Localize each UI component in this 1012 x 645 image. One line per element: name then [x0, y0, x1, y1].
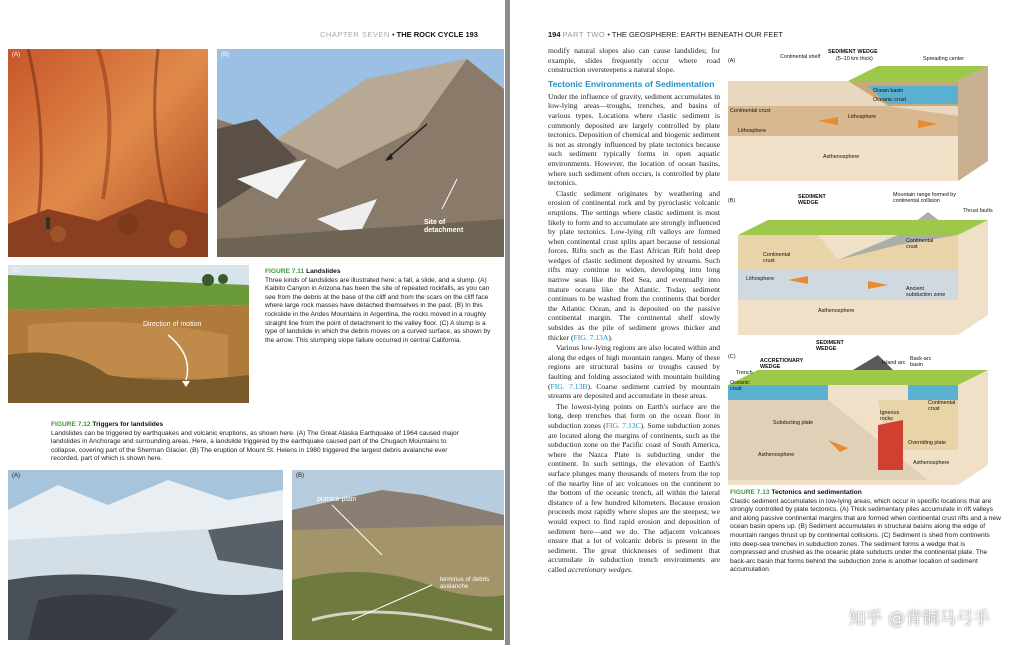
- section-title: Tectonic Environments of Sedimentation: [548, 78, 715, 89]
- left-page: [0, 0, 505, 645]
- paragraph-3: Various low-lying regions are also located within and along the edges of high mountain ranges. Many of these regions are structural basins or troughs caused by faulting and folding associated with mountain building (FIG. 7.13B). Coarse sediment carried by mountain streams are deposited and accumulate in these areas.: [548, 343, 720, 401]
- figure-7-13-caption: FIGURE 7.13 Tectonics and sedimentation Clastic sediment accumulates in low-lying areas, which occur in specific locations that are strongly controlled by plate tectonics. (A) Thick sedimentary piles accumulate in rift valleys and along passive continental margins that are formed when continental crust rifts and a new ocean basin opens up. (B) Sediment accumulates in structural basins along the edge of mountain ranges thrust up by continental collisions. (C) Sediment is shed from continents into deep-sea trenches in subduction zones. The sediment forms a wedge that is compressed and crushed as the oceanic plate subducts under the continental plate. The back-arc basin that forms behind the subduction zone is another location of sediment accumulation.: [730, 489, 1001, 574]
- right-page: [510, 0, 1012, 645]
- fig-713b-link[interactable]: FIG. 7.13B: [550, 381, 588, 391]
- photo-andes-rockslide: (B) Site of detachment: [217, 49, 504, 257]
- terminus-label: terminus of debris avalanche: [440, 576, 490, 590]
- slump-image: [8, 265, 249, 403]
- diagram-c-subduction: (C) SEDIMENT WEDGE ACCRETIONARY WEDGE Trench Island arc Back-arc basin Oceanic crust Continental crust Subducting plate Igneous rocks Overriding plate Asthenosphere Asthenosphere: [728, 340, 1008, 488]
- paragraph-2: Clastic sediment originates by weathering and erosion of continental rock and by pyroclastic volcanic eruptions. The settings where clastic sediment is most likely to form and to accumulate are strongly influenced by plate tectonics. Low-lying rift valleys are formed when continental crust splits apart because of tensional forces. Rifts such as the East African Rift hold deep wedges of clastic sediment deposited by streams. Such rifts may continue to widen, developing into long narrow seas like the Red Sea, and eventually into mature oceans like the Atlantic. Today, sediment continues to be washed from the continents that border the Atlantic Ocean, and is deposited on the passive continental margin. The continental shelf slowly subsides as the pile of sediment grows thicker and thicker (FIG. 7.13A).: [548, 188, 720, 342]
- pumice-plain-label: pumice plain: [317, 496, 357, 503]
- paragraph-4: The lowest-lying points on Earth's surface are the long, deep trenches that form on the ocean floor in subduction zones (FIG. 7.13C). Some subduction zones are located along the margins of continents, such as the subduction zone on the Pacific coast of South America, where the Nazca Plate is subducting under the continent. In such settings, the elevation of Earth's surface plunges many thousands of meters from the top of the nearby line of arc volcanoes on the continent to the bottom of the oceanic trench, all within the lateral distance of a few hundred kilometers. Because erosion proceeds most rapidly where slopes are the steepest, we would expect to find rapid erosion and deposition of sediment here—and we do. The adjacent volcanoes ensure that a lot of volcanic debris is present in the sediment. The great thicknesses of sediment that accumulate in subduction trench environments are called accretionary wedges.: [548, 401, 720, 574]
- glacier-image: [8, 470, 283, 640]
- watermark: 知乎 @青铜马弓手: [848, 609, 990, 629]
- photo-california-slump: (C) Direction of motion: [8, 265, 249, 403]
- body-text-column: modify natural slopes also can cause landslides; for example, slides frequently occur where road construction oversteepens a natural slope. Tectonic Environments of Sedimentation Under the influence of gravity, sediment accumulates in low-lying areas—troughs, trenches, and basins of various types. Locations where clastic sediment is commonly deposited are largely controlled by plate tectonics. Deposition of chemical and biogenic sediment is not as strongly influenced by plate tectonics because such sediment typically forms in open aquatic environments. However, the location of ocean basins, where such sediment often occurs, is controlled by plate tectonics. Clastic sediment originates by weathering and erosion of continental rock and by pyroclastic volcanic eruptions. The settings where clastic sediment is most likely to form and to accumulate are strongly influenced by plate tectonics. Low-lying rift valleys are formed when continental crust splits apart because of tensional forces. Rifts such as the East African Rift hold deep wedges of clastic sediment deposited by streams. Such rifts may continue to widen, developing into long narrow seas like the Red Sea, and eventually into mature oceans like the Atlantic. Today, sediment continues to be washed from the continents that border the Atlantic Ocean, and is deposited on the passive continental margin. The continental shelf slowly subsides as the pile of sediment grows thicker and thicker (FIG. 7.13A). Various low-lying regions are also located within and along the edges of high mountain ranges. Many of these regions are structural basins or troughs caused by faulting and folding associated with mountain building (FIG. 7.13B). Coarse sediment carried by mountain streams are deposited and accumulate in these areas. The lowest-lying points on Earth's surface are the long, deep trenches that form on the ocean floor in subduction zones (FIG. 7.13C). Some subduction zones are located along the margins of continents, such as the subduction zone on the Pacific coast of South America, where the Nazca Plate is subducting under the continent. In such settings, the elevation of Earth's surface plunges many thousands of meters from the top of the nearby line of arc volcanoes on the continent to the bottom of the oceanic trench, all within the lateral distance of a few hundred kilometers. Because erosion proceeds most rapidly where slopes are the steepest, we would expect to find rapid erosion and deposition of sediment here—and we do. The adjacent volcanoes ensure that a lot of volcanic debris is present in the sediment. The great thicknesses of sediment that accumulate in subduction trench environments are called accretionary wedges.: [548, 46, 720, 574]
- fig-713a-link[interactable]: FIG. 7.13A: [573, 332, 609, 342]
- site-of-detachment-label: Site of detachment: [424, 219, 464, 234]
- fig-713c-link[interactable]: FIG. 7.13C: [605, 420, 641, 430]
- photo-mount-st-helens: (B) pumice plain terminus of debris avalanche: [292, 470, 504, 640]
- diagram-a-rift-margin: (A) Continental shelf SEDIMENT WEDGE (5–10 km thick) Spreading center Ocean basin Oceanic crust Continental crust Lithosphere Lithosphere Asthenosphere: [728, 46, 1008, 181]
- canyon-image: [8, 49, 208, 257]
- right-page-header: 194 PART TWO • THE GEOSPHERE: EARTH BENEATH OUR FEET: [548, 30, 783, 39]
- diagram-b-collision: (B) SEDIMENT WEDGE Mountain range formed by continental collision Thrust faults Continental crust Continental crust Lithosphere Ancient subduction zone Asthenosphere: [728, 190, 1008, 340]
- photo-canyon-rockfall: (A): [8, 49, 208, 257]
- photo-sherman-glacier: (A): [8, 470, 283, 640]
- figure-7-12-caption: FIGURE 7.12 Triggers for landslides Landslides can be triggered by earthquakes and volcanic eruptions, as shown here. (A) The Great Alaska Earthquake of 1964 caused major landslides in Anchorage and surrounding areas. Here, a landslide triggered by the earthquake caused part of the Chugach Mountains to collapse, covering part of the Sherman Glacier. (B) The eruption of Mount St. Helens in 1980 triggered the largest debris avalanche ever recorded, part of which is shown here.: [51, 421, 459, 463]
- figure-7-11-caption: FIGURE 7.11 Landslides Three kinds of landslides are illustrated here: a fall, a slide, and a slump. (A) Kaibito Canyon in Arizona has been the site of repeated rockfalls, as you can see from the debris at the base of the cliff and from the scars on the cliff face where large rock masses have detached themselves in the past. (B) In this rockslide in the Andes Mountains in Argentina, the rocks moved in a roughly straight line from the point of detachment to the valley floor. (C) A slump is a type of landslide in which the debris moves on a curved surface, as shown by the arrow. This slumping slope failure occurred in central California.: [265, 268, 491, 344]
- left-page-header: CHAPTER SEVEN • THE ROCK CYCLE 193: [320, 30, 478, 39]
- direction-of-motion-label: Direction of motion: [143, 321, 202, 328]
